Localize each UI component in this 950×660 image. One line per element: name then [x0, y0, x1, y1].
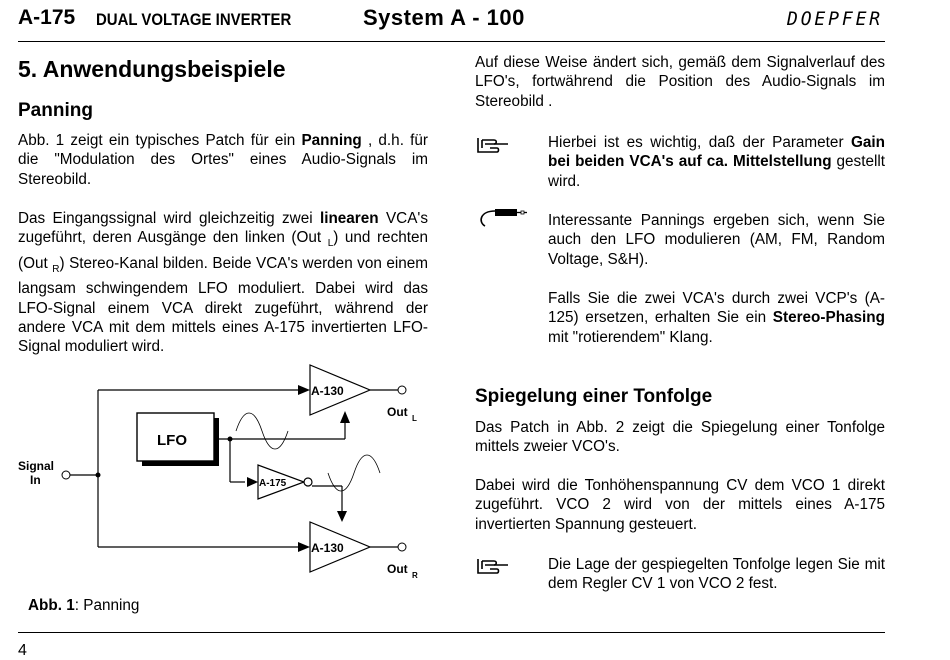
out-l-subscript: L [412, 414, 417, 423]
lfo-label: LFO [157, 432, 187, 449]
signal-in-label-2: In [30, 473, 41, 487]
pointing-hand-icon [475, 555, 515, 577]
out-r-label: Out [387, 562, 408, 576]
signal-in-label: Signal [18, 459, 55, 473]
panning-paragraph-3: Auf diese Weise ändert sich, gemäß dem Signalverlauf des LFO's, fortwährend die Position des Audio-Signals im Stereobild . [475, 54, 885, 110]
out-l-jack [398, 386, 406, 394]
footer-rule [18, 632, 885, 633]
spiegelung-paragraph-1: Das Patch in Abb. 2 zeigt die Spiegelung einer Tonfolge mittels zweier VCO's. [475, 419, 885, 456]
out-r-jack [398, 543, 406, 551]
module-title: DUAL VOLTAGE INVERTER [96, 10, 292, 29]
vca-bottom-label: A-130 [311, 541, 344, 555]
spiegelung-paragraph-2: Dabei wird die Tonhöhenspannung CV dem VCO 1 direkt zugeführt. VCO 2 wird von der mittels eines A-175 invertierten Spannung gesteuert. [475, 477, 885, 533]
note-lfo-modulation: Interessante Pannings ergeben sich, wenn Sie auch den LFO modulieren (AM, FM, Random Voltage, S&H). [548, 212, 885, 268]
pointing-hand-icon [475, 134, 515, 156]
figure-caption: Abb. 1: Panning [28, 597, 140, 614]
patch-cable-icon [475, 208, 530, 230]
system-name: System A - 100 [363, 5, 525, 30]
header-rule [18, 41, 885, 42]
out-l-label: Out [387, 405, 408, 419]
note-stereo-phasing: Falls Sie die zwei VCA's durch zwei VCP's (A-125) ersetzen, erhalten Sie ein Stereo-Phasing mit "rotierendem" Klang. [548, 290, 885, 346]
note-gain-setting: Hierbei ist es wichtig, daß der Parameter Gain bei beiden VCA's auf ca. Mittelstellung gestellt wird. [548, 134, 885, 190]
signal-in-jack [62, 471, 70, 479]
sine-wave-icon [236, 413, 288, 449]
note-spiegelung-regler: Die Lage der gespiegelten Tonfolge legen Sie mit dem Regler CV 1 von VCO 2 fest. [548, 556, 885, 593]
panning-paragraph-1: Abb. 1 zeigt ein typisches Patch für ein Panning , d.h. für die "Modulation des Ortes" eines Audio-Signals im Stereobild. [18, 132, 428, 188]
panning-heading: Panning [18, 100, 93, 121]
spiegelung-heading: Spiegelung einer Tonfolge [475, 386, 713, 407]
panning-patch-diagram [10, 355, 430, 590]
brand-logo: DOEPFER [787, 8, 884, 30]
vca-top-label: A-130 [311, 384, 344, 398]
page-number: 4 [18, 642, 27, 659]
section-heading: 5. Anwendungsbeispiele [18, 56, 286, 82]
module-model: A-175 [18, 6, 76, 29]
inverter-label: A-175 [259, 478, 287, 489]
panning-paragraph-2: Das Eingangssignal wird gleichzeitig zwei linearen VCA's zugeführt, deren Ausgänge den linken (Out $_L$) und rechten (Out $_R$) Stereo-Kanal bilden. Beide VCA's werden von einem langsam schwingendem LFO moduliert. Dabei wird das LFO-Signal einem VCA direkt zugeführt, während der andere VCA mit dem mittels eines A-175 invertierten LFO-Signal moduliert wird. [18, 210, 429, 356]
out-r-subscript: R [412, 571, 418, 580]
